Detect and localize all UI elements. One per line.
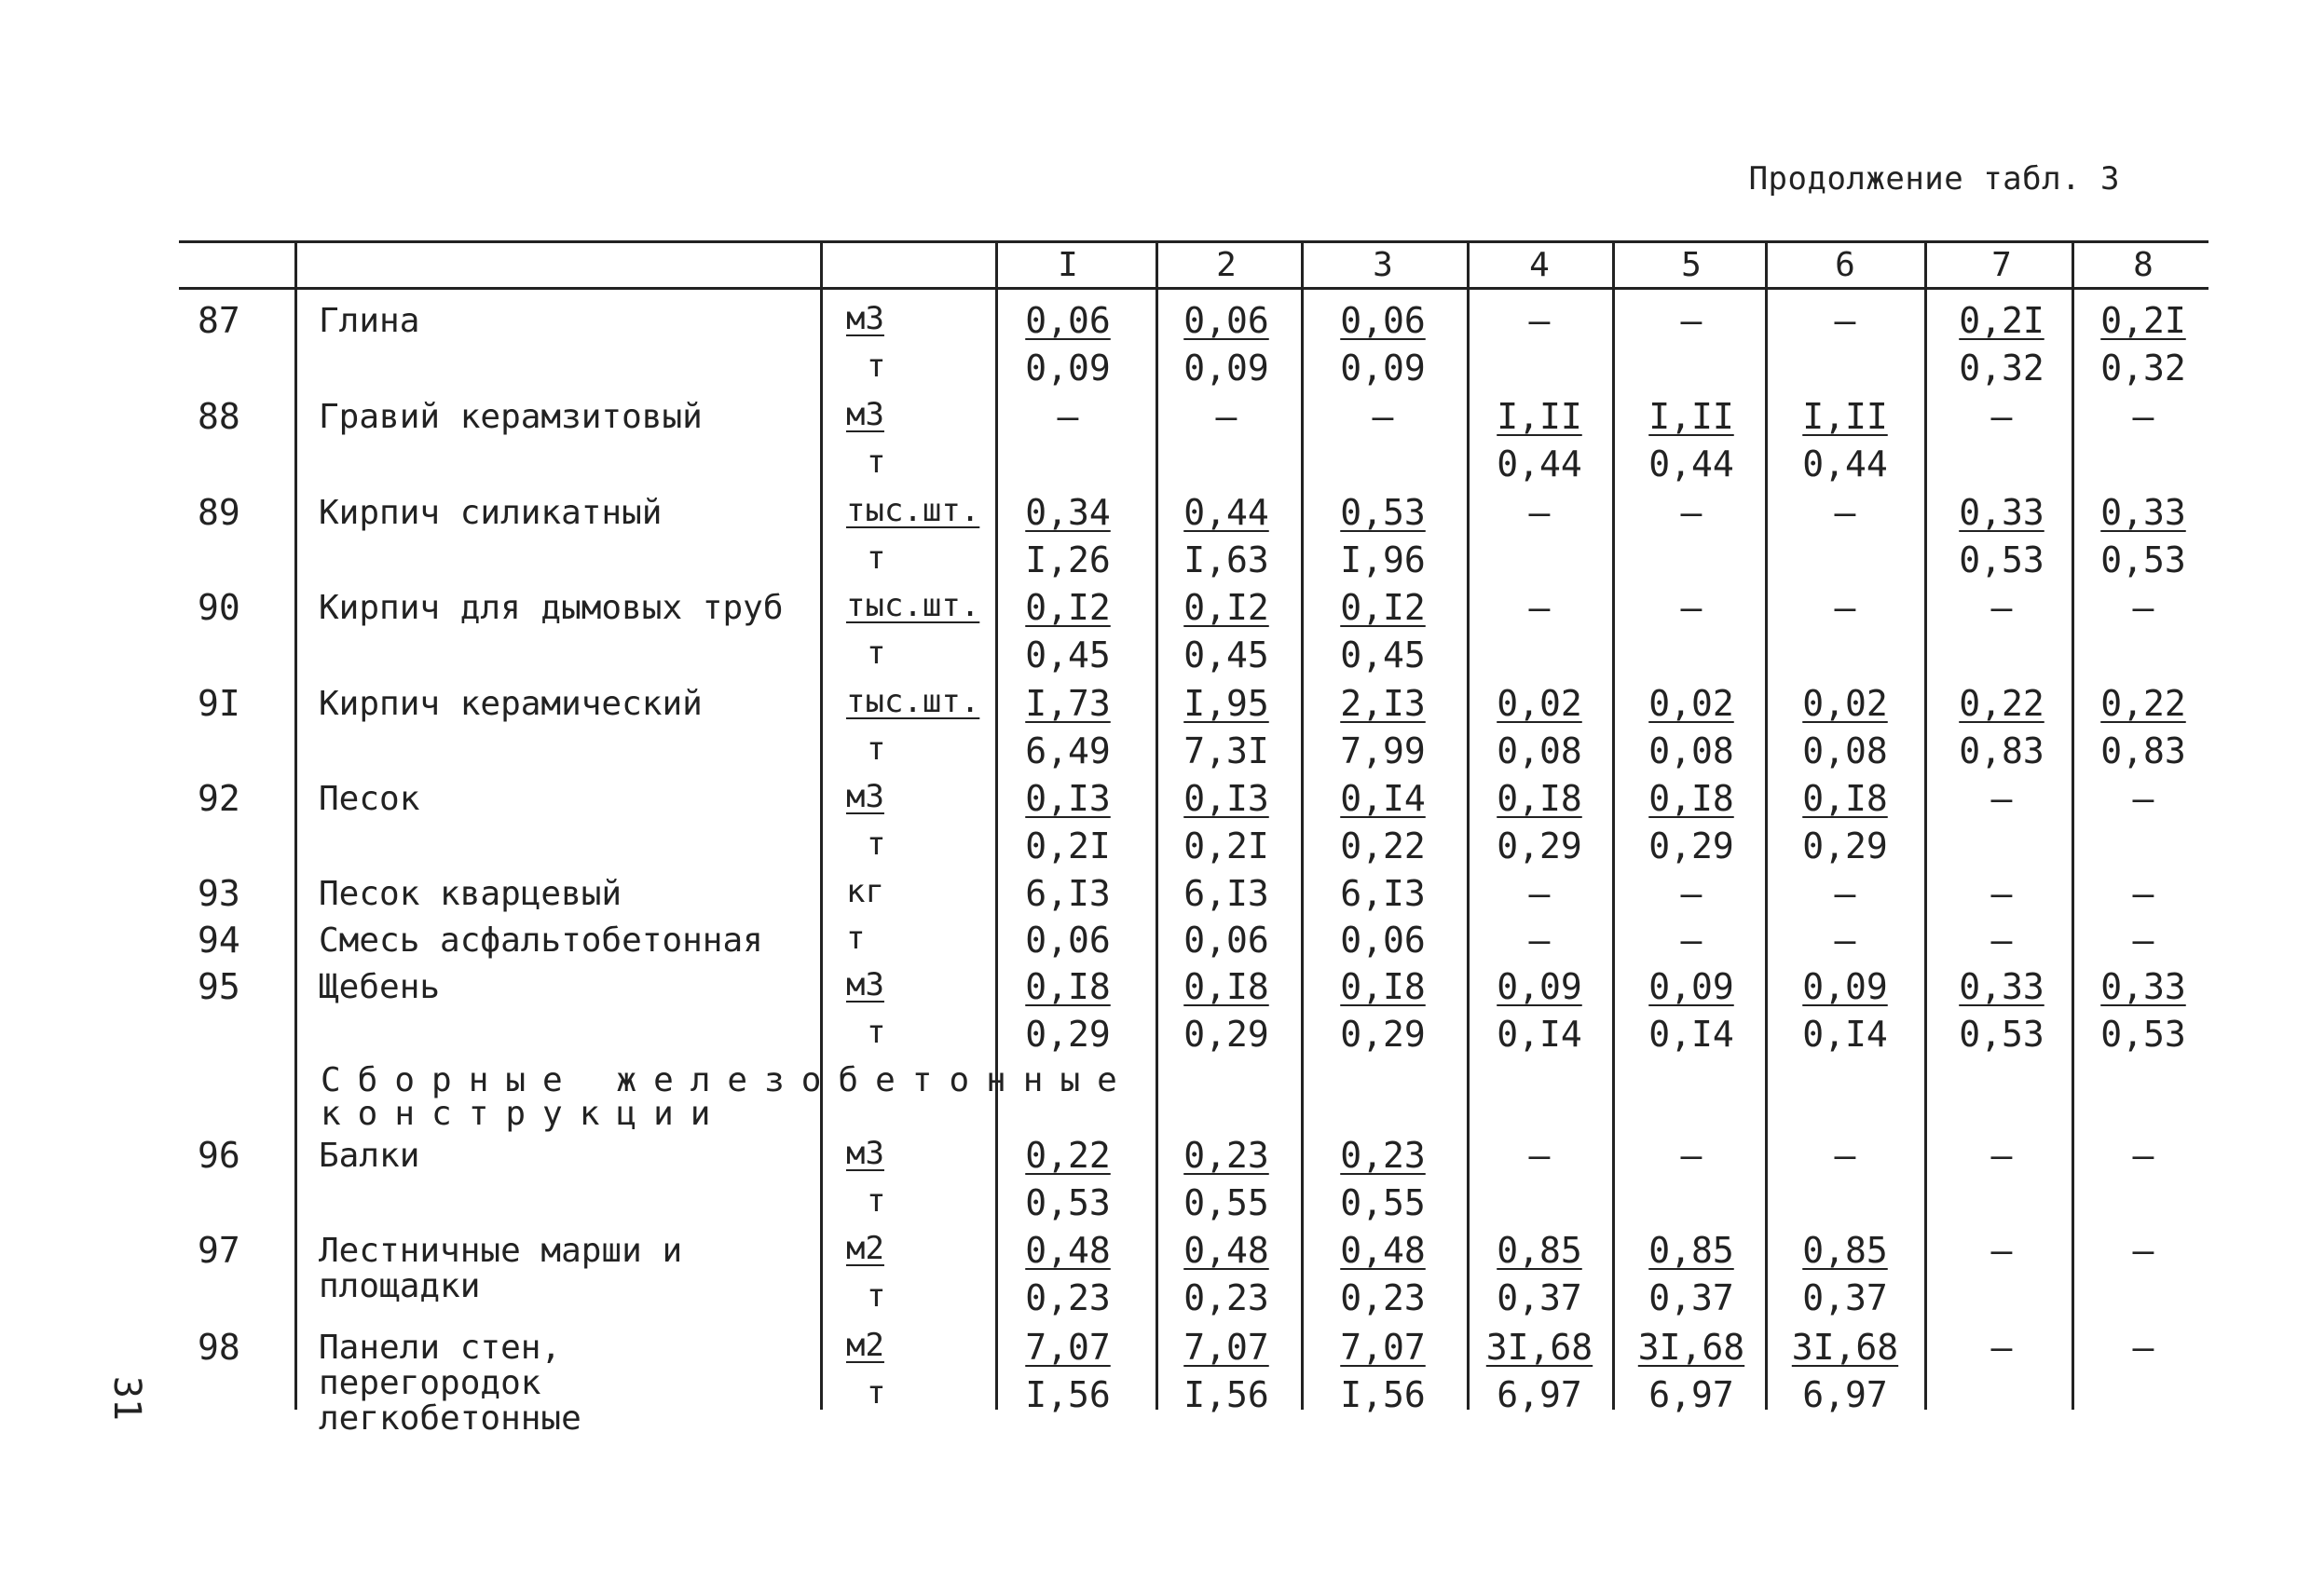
- value-cell: –: [2132, 920, 2154, 961]
- value-cell: 6,I3: [1340, 873, 1426, 914]
- column-divider: [1612, 240, 1615, 1410]
- row-number: 97: [198, 1230, 240, 1271]
- value-cell: 0,09: [1802, 966, 1888, 1007]
- value-cell: 0,45: [1025, 634, 1111, 675]
- row-number: 89: [198, 492, 240, 533]
- value-cell: 0,53: [2100, 539, 2186, 580]
- material-name: Глина: [319, 302, 420, 340]
- value-cell: 7,99: [1340, 730, 1426, 771]
- value-cell: 0,48: [1340, 1230, 1426, 1271]
- column-divider: [294, 240, 297, 1410]
- value-cell: –: [1834, 300, 1856, 341]
- value-cell: –: [1834, 587, 1856, 628]
- value-cell: 0,08: [1497, 730, 1582, 771]
- unit-label: м3: [846, 778, 884, 815]
- unit-label: м3: [846, 966, 884, 1003]
- value-cell: 0,53: [1959, 1014, 2044, 1055]
- value-cell: –: [1528, 873, 1551, 914]
- value-cell: 0,09: [1340, 348, 1426, 389]
- value-cell: 2,I3: [1340, 683, 1426, 724]
- page-number: 31: [105, 1375, 149, 1422]
- unit-label: м2: [846, 1230, 884, 1267]
- column-divider: [1156, 240, 1158, 1410]
- unit-label: тыс.шт.: [846, 492, 980, 529]
- unit-label-tonnes: т: [867, 1182, 886, 1220]
- value-cell: 0,44: [1802, 443, 1888, 484]
- value-cell: 0,I4: [1340, 778, 1426, 819]
- column-header: 3: [1373, 246, 1393, 284]
- value-cell: 0,06: [1025, 300, 1111, 341]
- table-top-rule: [179, 240, 2208, 243]
- value-cell: 0,06: [1340, 920, 1426, 961]
- value-cell: –: [1834, 1135, 1856, 1176]
- value-cell: I,95: [1183, 683, 1269, 724]
- value-cell: –: [1680, 873, 1702, 914]
- value-cell: –: [1680, 587, 1702, 628]
- value-cell: 0,53: [1025, 1182, 1111, 1223]
- value-cell: 0,48: [1025, 1230, 1111, 1271]
- value-cell: 6,I3: [1183, 873, 1269, 914]
- column-divider: [1924, 240, 1927, 1410]
- unit-label-tonnes: т: [867, 634, 886, 672]
- material-name: Песок кварцевый: [319, 875, 622, 913]
- value-cell: 0,I8: [1340, 966, 1426, 1007]
- material-name: Гравий керамзитовый: [319, 398, 703, 436]
- material-name: Смесь асфальтобетонная: [319, 921, 763, 960]
- value-cell: –: [2132, 396, 2154, 437]
- value-cell: 0,23: [1340, 1277, 1426, 1318]
- value-cell: 7,3I: [1183, 730, 1269, 771]
- value-cell: 0,29: [1648, 825, 1734, 866]
- value-cell: 0,23: [1183, 1277, 1269, 1318]
- value-cell: –: [2132, 778, 2154, 819]
- value-cell: 0,53: [1340, 492, 1426, 533]
- value-cell: –: [1528, 920, 1551, 961]
- value-cell: 3I,68: [1485, 1327, 1593, 1368]
- value-cell: 0,I8: [1802, 778, 1888, 819]
- value-cell: I,56: [1183, 1374, 1269, 1415]
- value-cell: 0,37: [1648, 1277, 1734, 1318]
- unit-label-tonnes: т: [867, 539, 886, 577]
- value-cell: 0,34: [1025, 492, 1111, 533]
- value-cell: I,56: [1025, 1374, 1111, 1415]
- value-cell: –: [2132, 1230, 2154, 1271]
- value-cell: –: [1834, 873, 1856, 914]
- value-cell: 0,I8: [1183, 966, 1269, 1007]
- material-name: Кирпич для дымовых труб: [319, 589, 784, 627]
- unit-label: м3: [846, 1135, 884, 1172]
- unit-label-tonnes: т: [867, 443, 886, 481]
- value-cell: 0,44: [1183, 492, 1269, 533]
- value-cell: –: [2132, 1135, 2154, 1176]
- value-cell: 0,85: [1802, 1230, 1888, 1271]
- column-divider: [1467, 240, 1470, 1410]
- value-cell: 0,33: [1959, 966, 2044, 1007]
- value-cell: I,II: [1648, 396, 1734, 437]
- value-cell: I,96: [1340, 539, 1426, 580]
- value-cell: 0,08: [1648, 730, 1734, 771]
- unit-label: м3: [846, 396, 884, 433]
- value-cell: 0,02: [1497, 683, 1582, 724]
- material-name: Лестничные марши и площадки: [319, 1232, 683, 1305]
- unit-label-tonnes: т: [867, 1374, 886, 1412]
- value-cell: 0,22: [2100, 683, 2186, 724]
- value-cell: –: [1834, 920, 1856, 961]
- material-name: Кирпич керамический: [319, 685, 703, 723]
- row-number: 9I: [198, 683, 240, 724]
- column-header: 6: [1835, 246, 1855, 284]
- value-cell: 0,44: [1648, 443, 1734, 484]
- value-cell: –: [1680, 300, 1702, 341]
- section-heading: Сборные железобетонные конструкции: [321, 1061, 1134, 1133]
- value-cell: 0,I4: [1802, 1014, 1888, 1055]
- value-cell: 6,97: [1497, 1374, 1582, 1415]
- column-divider: [2072, 240, 2074, 1410]
- value-cell: 0,06: [1183, 300, 1269, 341]
- value-cell: 0,06: [1340, 300, 1426, 341]
- value-cell: 0,I3: [1183, 778, 1269, 819]
- value-cell: 0,29: [1183, 1014, 1269, 1055]
- value-cell: 0,I8: [1497, 778, 1582, 819]
- row-number: 93: [198, 873, 240, 914]
- unit-label-tonnes: т: [867, 348, 886, 385]
- value-cell: 0,06: [1025, 920, 1111, 961]
- value-cell: 7,07: [1025, 1327, 1111, 1368]
- column-header: I: [1058, 246, 1078, 284]
- value-cell: 0,83: [1959, 730, 2044, 771]
- value-cell: 0,06: [1183, 920, 1269, 961]
- row-number: 95: [198, 966, 240, 1007]
- value-cell: 7,07: [1183, 1327, 1269, 1368]
- value-cell: I,73: [1025, 683, 1111, 724]
- value-cell: 0,08: [1802, 730, 1888, 771]
- value-cell: 0,53: [1959, 539, 2044, 580]
- value-cell: 0,09: [1648, 966, 1734, 1007]
- value-cell: –: [1990, 587, 2013, 628]
- value-cell: I,II: [1497, 396, 1582, 437]
- value-cell: 0,I4: [1497, 1014, 1582, 1055]
- value-cell: –: [1528, 587, 1551, 628]
- value-cell: –: [1215, 396, 1238, 437]
- unit-label: м2: [846, 1327, 884, 1364]
- value-cell: 6,49: [1025, 730, 1111, 771]
- value-cell: 6,97: [1648, 1374, 1734, 1415]
- value-cell: –: [1372, 396, 1394, 437]
- value-cell: 6,I3: [1025, 873, 1111, 914]
- value-cell: 0,37: [1497, 1277, 1582, 1318]
- value-cell: –: [1057, 396, 1079, 437]
- value-cell: 0,22: [1340, 825, 1426, 866]
- value-cell: 0,I8: [1025, 966, 1111, 1007]
- value-cell: I,63: [1183, 539, 1269, 580]
- value-cell: 0,33: [1959, 492, 2044, 533]
- value-cell: 0,2I: [1959, 300, 2044, 341]
- value-cell: 0,02: [1802, 683, 1888, 724]
- unit-label: тыс.шт.: [846, 683, 980, 720]
- column-header: 8: [2133, 246, 2154, 284]
- value-cell: 0,45: [1183, 634, 1269, 675]
- value-cell: –: [1834, 492, 1856, 533]
- unit-label: м3: [846, 300, 884, 337]
- row-number: 92: [198, 778, 240, 819]
- value-cell: 0,29: [1802, 825, 1888, 866]
- value-cell: –: [1680, 920, 1702, 961]
- column-header: 2: [1216, 246, 1237, 284]
- column-header: 5: [1681, 246, 1702, 284]
- value-cell: 0,29: [1025, 1014, 1111, 1055]
- value-cell: 0,I3: [1025, 778, 1111, 819]
- row-number: 88: [198, 396, 240, 437]
- value-cell: 0,23: [1025, 1277, 1111, 1318]
- value-cell: 0,09: [1497, 966, 1582, 1007]
- value-cell: –: [1528, 1135, 1551, 1176]
- value-cell: 0,02: [1648, 683, 1734, 724]
- value-cell: –: [1990, 873, 2013, 914]
- value-cell: 0,23: [1183, 1135, 1269, 1176]
- value-cell: 0,85: [1497, 1230, 1582, 1271]
- value-cell: –: [1680, 492, 1702, 533]
- value-cell: 0,83: [2100, 730, 2186, 771]
- value-cell: –: [1990, 778, 2013, 819]
- value-cell: 7,07: [1340, 1327, 1426, 1368]
- value-cell: 0,55: [1340, 1182, 1426, 1223]
- value-cell: –: [1528, 492, 1551, 533]
- value-cell: 0,I4: [1648, 1014, 1734, 1055]
- unit-label: т: [846, 920, 866, 957]
- value-cell: 0,I8: [1648, 778, 1734, 819]
- value-cell: 0,85: [1648, 1230, 1734, 1271]
- value-cell: –: [2132, 873, 2154, 914]
- unit-label: тыс.шт.: [846, 587, 980, 624]
- value-cell: 0,32: [2100, 348, 2186, 389]
- value-cell: 0,33: [2100, 492, 2186, 533]
- value-cell: I,26: [1025, 539, 1111, 580]
- value-cell: –: [1990, 1327, 2013, 1368]
- column-divider: [1765, 240, 1768, 1410]
- material-name: Панели стен, перегородок легкобетонные: [319, 1329, 581, 1438]
- row-number: 90: [198, 587, 240, 628]
- column-header: 7: [1991, 246, 2012, 284]
- value-cell: 0,22: [1959, 683, 2044, 724]
- value-cell: 0,55: [1183, 1182, 1269, 1223]
- value-cell: –: [2132, 1327, 2154, 1368]
- value-cell: 0,32: [1959, 348, 2044, 389]
- value-cell: 0,37: [1802, 1277, 1888, 1318]
- value-cell: –: [1990, 1230, 2013, 1271]
- material-name: Щебень: [319, 968, 441, 1006]
- row-number: 87: [198, 300, 240, 341]
- header-bottom-rule: [179, 287, 2208, 290]
- value-cell: 0,44: [1497, 443, 1582, 484]
- row-number: 94: [198, 920, 240, 961]
- value-cell: 0,29: [1340, 1014, 1426, 1055]
- value-cell: I,II: [1802, 396, 1888, 437]
- value-cell: 0,23: [1340, 1135, 1426, 1176]
- value-cell: 0,48: [1183, 1230, 1269, 1271]
- value-cell: 0,2I: [2100, 300, 2186, 341]
- material-name: Кирпич силикатный: [319, 494, 663, 532]
- value-cell: 0,I2: [1025, 587, 1111, 628]
- unit-label-tonnes: т: [867, 730, 886, 768]
- table-caption: Продолжение табл. 3: [1748, 160, 2120, 198]
- value-cell: 3I,68: [1791, 1327, 1899, 1368]
- unit-label-tonnes: т: [867, 825, 886, 863]
- value-cell: 0,2I: [1025, 825, 1111, 866]
- value-cell: 0,09: [1183, 348, 1269, 389]
- material-name: Песок: [319, 780, 420, 818]
- value-cell: 0,I2: [1183, 587, 1269, 628]
- value-cell: –: [1990, 1135, 2013, 1176]
- row-number: 96: [198, 1135, 240, 1176]
- value-cell: 3I,68: [1637, 1327, 1745, 1368]
- value-cell: –: [2132, 587, 2154, 628]
- column-divider: [820, 240, 823, 1410]
- column-divider: [1301, 240, 1304, 1410]
- value-cell: 0,53: [2100, 1014, 2186, 1055]
- column-header: 4: [1529, 246, 1550, 284]
- material-name: Балки: [319, 1137, 420, 1175]
- unit-label-tonnes: т: [867, 1277, 886, 1315]
- column-divider: [995, 240, 998, 1410]
- value-cell: –: [1990, 920, 2013, 961]
- value-cell: 0,I2: [1340, 587, 1426, 628]
- value-cell: I,56: [1340, 1374, 1426, 1415]
- row-number: 98: [198, 1327, 240, 1368]
- value-cell: –: [1680, 1135, 1702, 1176]
- value-cell: 0,29: [1497, 825, 1582, 866]
- value-cell: 0,22: [1025, 1135, 1111, 1176]
- value-cell: 0,45: [1340, 634, 1426, 675]
- value-cell: –: [1528, 300, 1551, 341]
- unit-label-tonnes: т: [867, 1014, 886, 1051]
- value-cell: 6,97: [1802, 1374, 1888, 1415]
- value-cell: –: [1990, 396, 2013, 437]
- value-cell: 0,09: [1025, 348, 1111, 389]
- unit-label: кг: [846, 873, 884, 910]
- value-cell: 0,33: [2100, 966, 2186, 1007]
- value-cell: 0,2I: [1183, 825, 1269, 866]
